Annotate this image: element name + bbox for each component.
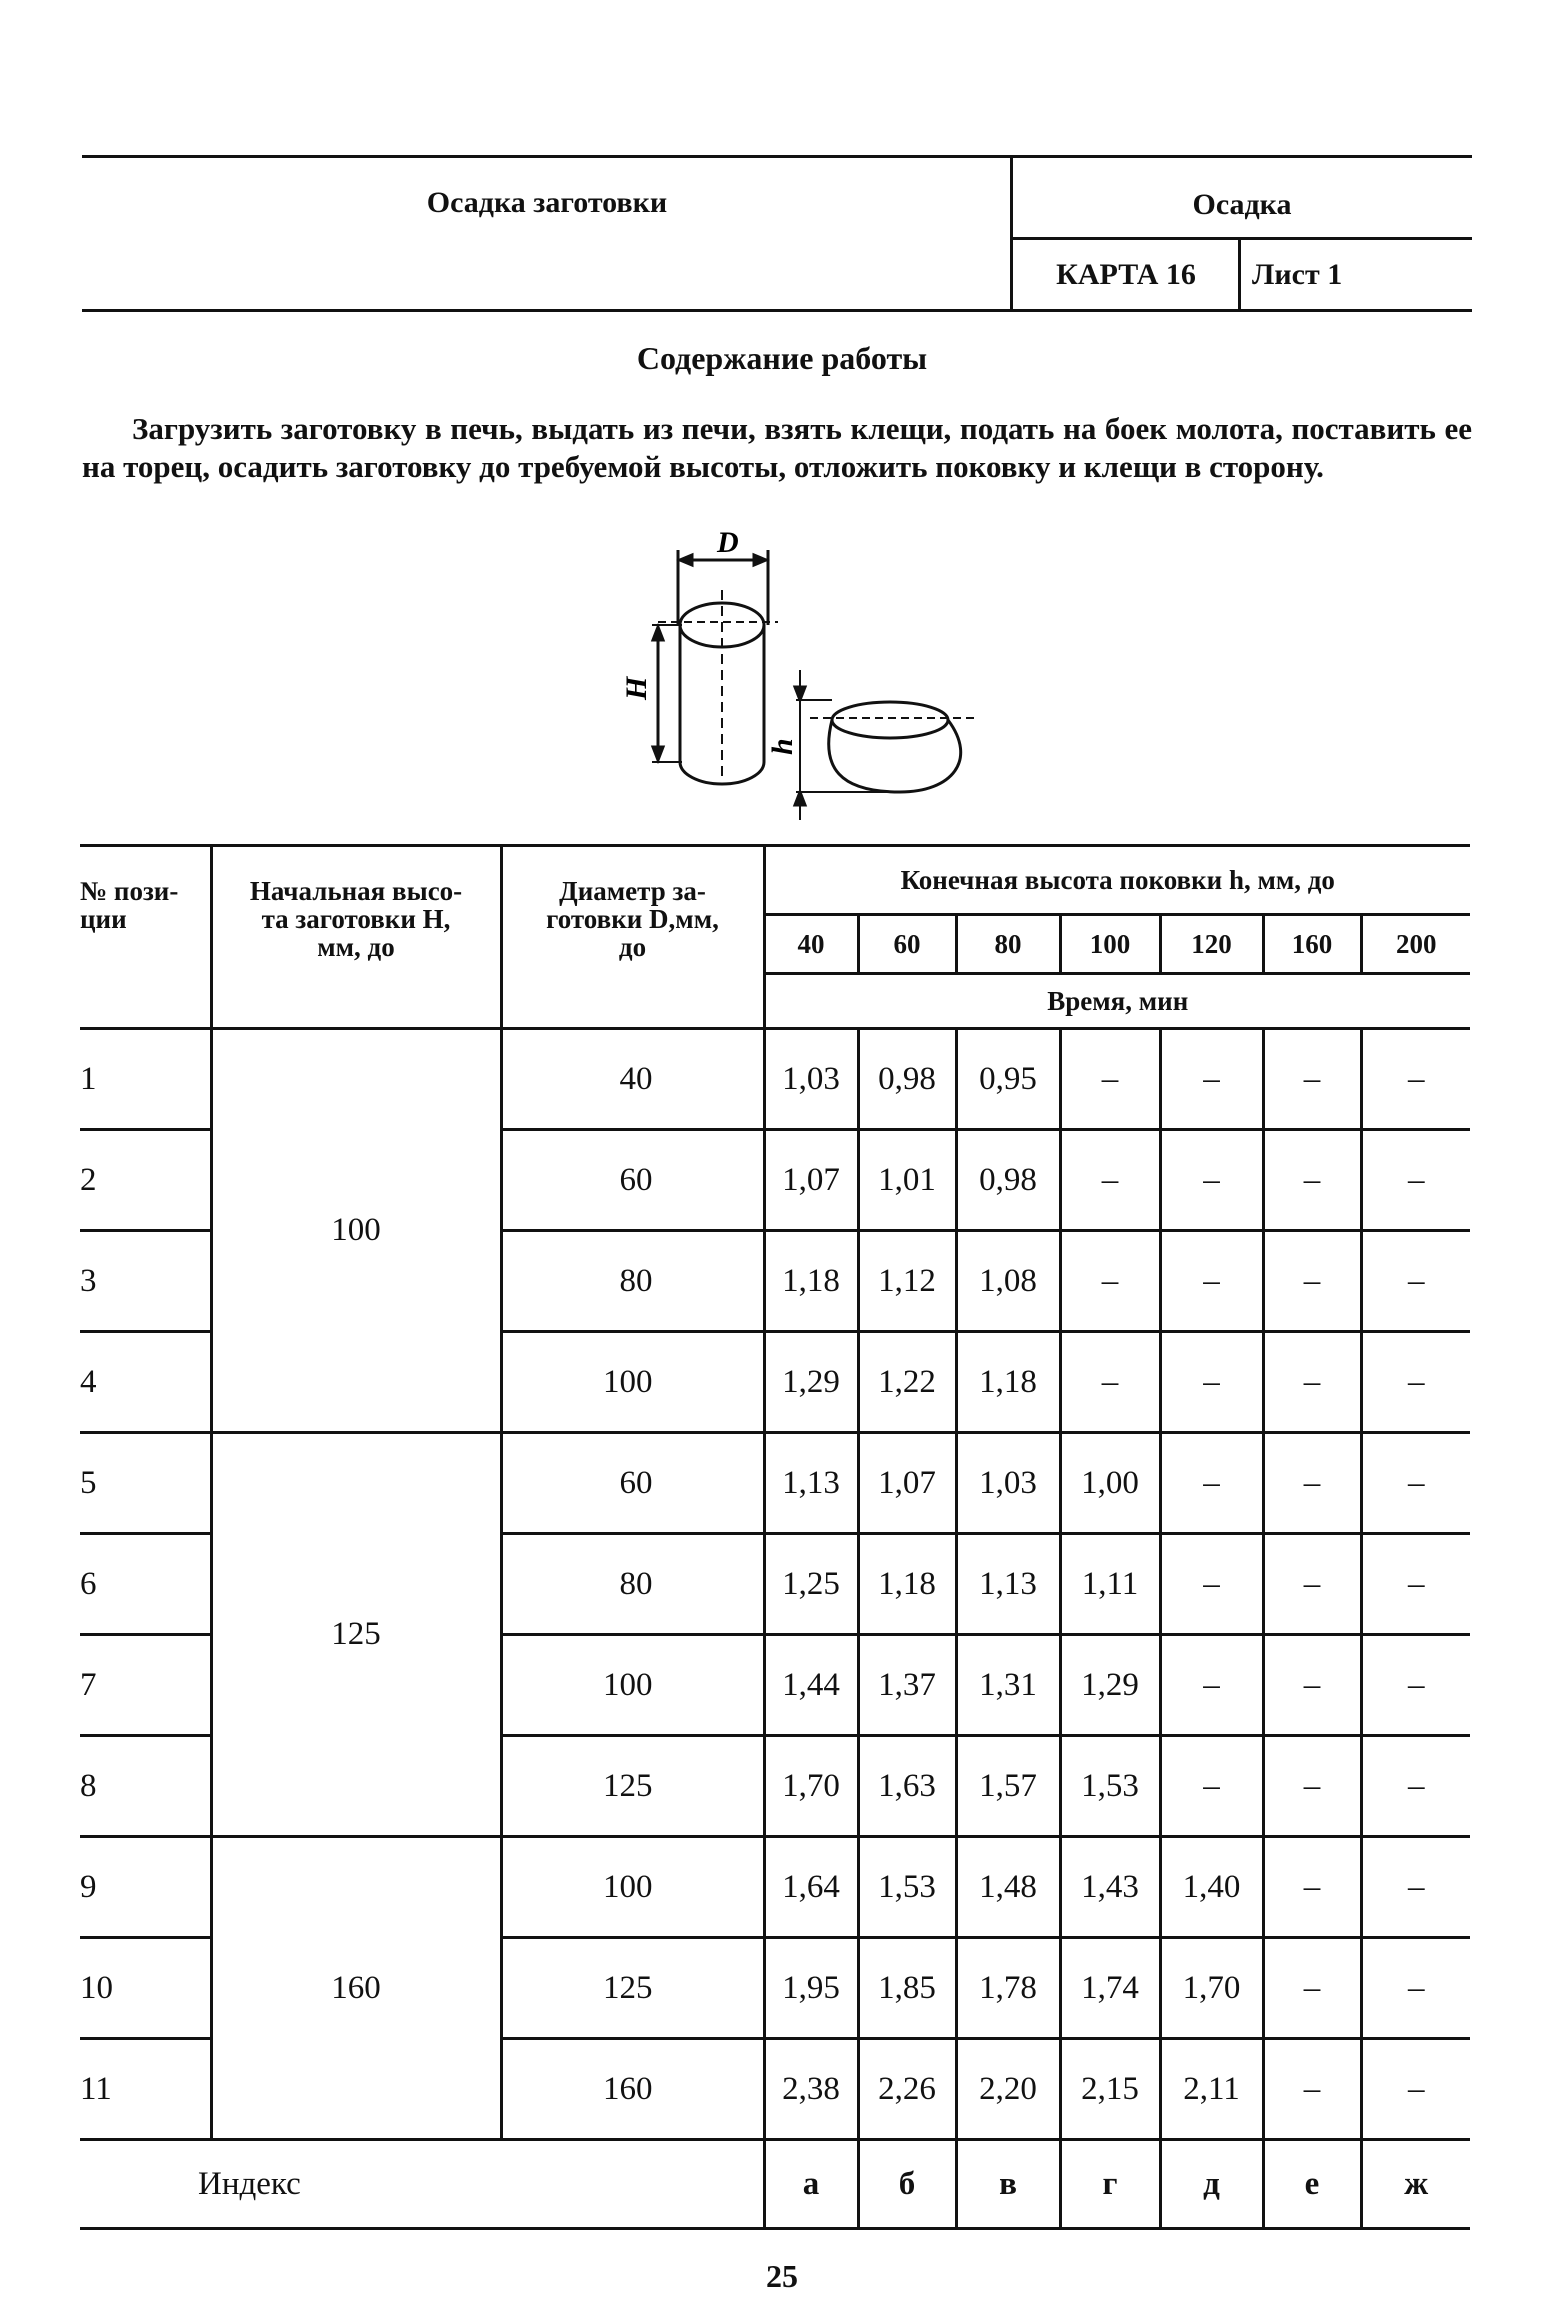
diameter-cell: 100 xyxy=(501,1635,764,1736)
position-cell: 10 xyxy=(80,1938,211,2039)
index-row xyxy=(80,2140,1470,2229)
final-height-col-80: 80 xyxy=(956,915,1060,974)
diameter-cell: 100 xyxy=(501,1332,764,1433)
header-card: КАРТА 16 xyxy=(1056,258,1196,291)
time-cell: 1,07 xyxy=(858,1433,956,1534)
time-cell: 1,18 xyxy=(764,1231,858,1332)
time-cell: – xyxy=(1160,1130,1263,1231)
page-number: 25 xyxy=(766,2258,798,2294)
time-cell: – xyxy=(1263,1231,1361,1332)
header-diameter: Диаметр за- готовки D,мм, до xyxy=(501,846,764,1029)
position-cell: 9 xyxy=(80,1837,211,1938)
diameter-cell: 80 xyxy=(501,1231,764,1332)
position-cell: 1 xyxy=(80,1029,211,1130)
diameter-cell: 160 xyxy=(501,2039,764,2140)
time-cell: 1,43 xyxy=(1060,1837,1160,1938)
time-cell: 2,20 xyxy=(956,2039,1060,2140)
time-cell: 0,98 xyxy=(858,1029,956,1130)
time-cell: 1,85 xyxy=(858,1938,956,2039)
time-cell: 1,70 xyxy=(764,1736,858,1837)
time-cell: 2,38 xyxy=(764,2039,858,2140)
index-cell: г xyxy=(1060,2140,1160,2229)
time-cell: – xyxy=(1361,1938,1470,2039)
time-cell: 1,01 xyxy=(858,1130,956,1231)
time-cell: – xyxy=(1361,2039,1470,2140)
time-cell: 2,15 xyxy=(1060,2039,1160,2140)
table-row xyxy=(80,1433,1470,1534)
time-cell: – xyxy=(1263,1736,1361,1837)
time-cell: 0,95 xyxy=(956,1029,1060,1130)
content-title: Содержание работы xyxy=(636,340,928,376)
content-text: Загрузить заготовку в печь, выдать из печи, взять клещи, подать на боек молота, поставить ее на торец, осадить заготовку до требуемой высоты, отложить поковку и клещи в сторону. xyxy=(82,411,1472,484)
header-initial-height: Начальная высо- та заготовки H, мм, до xyxy=(211,846,501,1029)
diameter-cell: 125 xyxy=(501,1736,764,1837)
time-cell: 1,74 xyxy=(1060,1938,1160,2039)
time-cell: 1,08 xyxy=(956,1231,1060,1332)
index-cell: б xyxy=(858,2140,956,2229)
time-cell: 2,11 xyxy=(1160,2039,1263,2140)
time-cell: 1,25 xyxy=(764,1534,858,1635)
position-cell: 8 xyxy=(80,1736,211,1837)
diameter-cell: 60 xyxy=(501,1433,764,1534)
time-cell: 1,13 xyxy=(956,1534,1060,1635)
time-cell: – xyxy=(1263,1534,1361,1635)
header-operation: Осадка xyxy=(1192,188,1292,221)
time-cell: 1,29 xyxy=(1060,1635,1160,1736)
header-position: № пози- ции xyxy=(80,846,211,1029)
time-cell: – xyxy=(1263,1433,1361,1534)
diameter-cell: 125 xyxy=(501,1938,764,2039)
time-cell: 1,70 xyxy=(1160,1938,1263,2039)
time-cell: 1,18 xyxy=(956,1332,1060,1433)
header-sheet: Лист 1 xyxy=(1252,258,1343,291)
final-height-col-100: 100 xyxy=(1060,915,1160,974)
position-cell: 3 xyxy=(80,1231,211,1332)
final-height-col-40: 40 xyxy=(764,915,858,974)
label-h: h xyxy=(766,738,799,755)
time-cell: – xyxy=(1361,1433,1470,1534)
time-cell: 1,11 xyxy=(1060,1534,1160,1635)
time-cell: – xyxy=(1263,1029,1361,1130)
time-cell: – xyxy=(1263,1837,1361,1938)
time-cell: – xyxy=(1361,1635,1470,1736)
final-height-col-200: 200 xyxy=(1361,915,1470,974)
time-cell: – xyxy=(1361,1332,1470,1433)
time-cell: – xyxy=(1263,1635,1361,1736)
time-cell: – xyxy=(1361,1130,1470,1231)
time-cell: – xyxy=(1361,1534,1470,1635)
position-cell: 7 xyxy=(80,1635,211,1736)
time-cell: 1,63 xyxy=(858,1736,956,1837)
initial-height-cell: 160 xyxy=(211,1837,501,2140)
time-cell: – xyxy=(1361,1837,1470,1938)
time-cell: – xyxy=(1060,1029,1160,1130)
time-cell: 1,12 xyxy=(858,1231,956,1332)
time-cell: 1,00 xyxy=(1060,1433,1160,1534)
position-cell: 4 xyxy=(80,1332,211,1433)
time-cell: 1,40 xyxy=(1160,1837,1263,1938)
time-cell: – xyxy=(1160,1534,1263,1635)
table-row xyxy=(80,1837,1470,1938)
time-cell: 1,78 xyxy=(956,1938,1060,2039)
index-cell: а xyxy=(764,2140,858,2229)
initial-height-cell: 125 xyxy=(211,1433,501,1837)
index-cell: д xyxy=(1160,2140,1263,2229)
time-cell: 1,22 xyxy=(858,1332,956,1433)
index-cell: в xyxy=(956,2140,1060,2229)
time-cell: – xyxy=(1160,1635,1263,1736)
time-cell: 1,53 xyxy=(858,1837,956,1938)
time-cell: 1,03 xyxy=(764,1029,858,1130)
time-cell: 1,64 xyxy=(764,1837,858,1938)
header-mid-rule xyxy=(1010,237,1472,240)
time-cell: 1,53 xyxy=(1060,1736,1160,1837)
time-cell: 1,13 xyxy=(764,1433,858,1534)
time-cell: 2,26 xyxy=(858,2039,956,2140)
final-height-col-120: 120 xyxy=(1160,915,1263,974)
time-cell: – xyxy=(1060,1130,1160,1231)
upsetting-time-table xyxy=(80,844,1470,2230)
time-cell: – xyxy=(1060,1332,1160,1433)
header-bottom-rule xyxy=(82,309,1472,312)
initial-height-cell: 100 xyxy=(211,1029,501,1433)
index-label: Индекс xyxy=(80,2140,764,2229)
final-height-col-60: 60 xyxy=(858,915,956,974)
position-cell: 11 xyxy=(80,2039,211,2140)
label-H: H xyxy=(620,676,653,700)
index-cell: ж xyxy=(1361,2140,1470,2229)
time-cell: – xyxy=(1263,1938,1361,2039)
position-cell: 6 xyxy=(80,1534,211,1635)
label-D: D xyxy=(717,530,739,559)
header-title: Осадка заготовки xyxy=(426,186,668,219)
time-cell: – xyxy=(1060,1231,1160,1332)
time-cell: 1,07 xyxy=(764,1130,858,1231)
time-cell: – xyxy=(1160,1231,1263,1332)
header-top-rule xyxy=(82,155,1472,158)
time-cell: – xyxy=(1263,2039,1361,2140)
table-row xyxy=(80,1029,1470,1130)
time-cell: 1,44 xyxy=(764,1635,858,1736)
time-cell: – xyxy=(1361,1029,1470,1130)
time-cell: 1,48 xyxy=(956,1837,1060,1938)
header-time: Время, мин xyxy=(764,974,1470,1029)
time-cell: 0,98 xyxy=(956,1130,1060,1231)
time-cell: – xyxy=(1263,1130,1361,1231)
diameter-cell: 80 xyxy=(501,1534,764,1635)
time-cell: – xyxy=(1160,1736,1263,1837)
time-cell: – xyxy=(1361,1231,1470,1332)
time-cell: – xyxy=(1263,1332,1361,1433)
time-cell: 1,03 xyxy=(956,1433,1060,1534)
time-cell: 1,37 xyxy=(858,1635,956,1736)
diameter-cell: 100 xyxy=(501,1837,764,1938)
diameter-cell: 40 xyxy=(501,1029,764,1130)
time-cell: 1,18 xyxy=(858,1534,956,1635)
upsetting-figure xyxy=(600,530,1000,830)
position-cell: 2 xyxy=(80,1130,211,1231)
time-cell: 1,95 xyxy=(764,1938,858,2039)
final-height-col-160: 160 xyxy=(1263,915,1361,974)
index-cell: е xyxy=(1263,2140,1361,2229)
time-cell: – xyxy=(1160,1433,1263,1534)
position-cell: 5 xyxy=(80,1433,211,1534)
time-cell: 1,29 xyxy=(764,1332,858,1433)
time-cell: – xyxy=(1361,1736,1470,1837)
diameter-cell: 60 xyxy=(501,1130,764,1231)
header-final-height: Конечная высота поковки h, мм, до xyxy=(764,846,1470,915)
time-cell: – xyxy=(1160,1332,1263,1433)
time-cell: 1,57 xyxy=(956,1736,1060,1837)
time-cell: – xyxy=(1160,1029,1263,1130)
time-cell: 1,31 xyxy=(956,1635,1060,1736)
